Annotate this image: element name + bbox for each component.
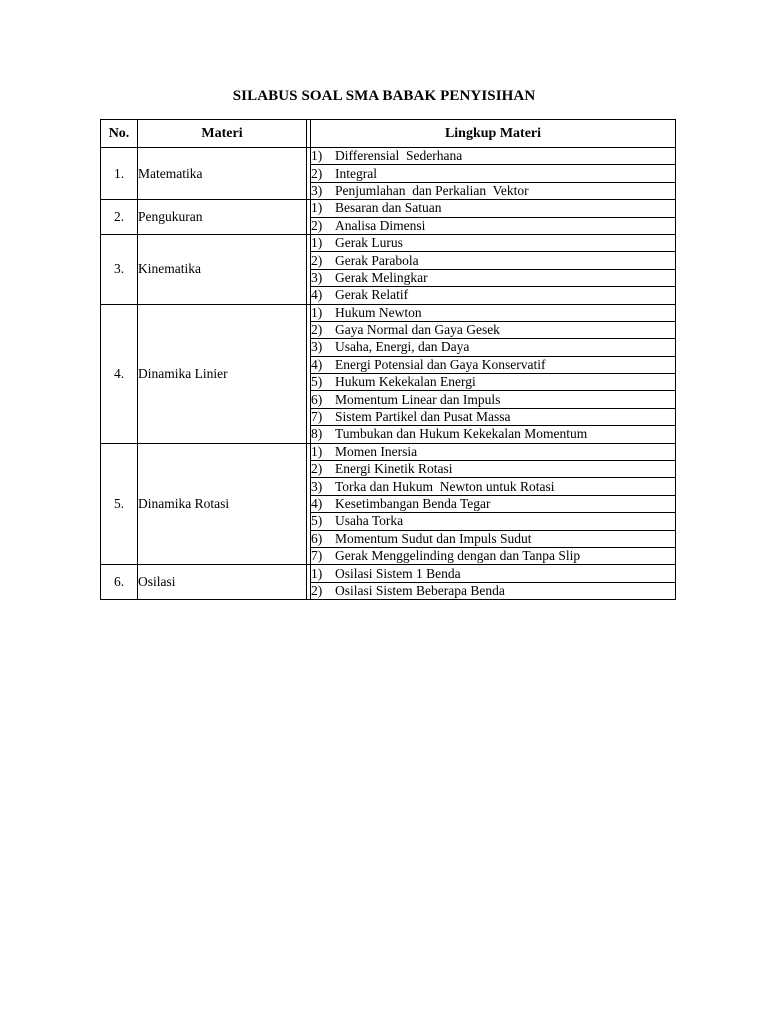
table-row bbox=[101, 234, 676, 251]
scope-item bbox=[311, 356, 676, 373]
scope-item-number: 5) bbox=[311, 513, 323, 529]
scope-item bbox=[311, 339, 676, 356]
scope-item bbox=[311, 321, 676, 338]
materi-cell: Pengukuran bbox=[138, 200, 307, 235]
scope-item-text: Gerak Menggelinding dengan dan Tanpa Slip bbox=[335, 548, 581, 564]
scope-item-number: 3) bbox=[311, 339, 323, 355]
scope-item-text: Tumbukan dan Hukum Kekekalan Momentum bbox=[335, 426, 588, 442]
scope-item-number: 2) bbox=[311, 582, 323, 598]
scope-item-text: Momentum Linear dan Impuls bbox=[335, 391, 501, 407]
table-row bbox=[101, 304, 676, 321]
scope-item-text: Energi Kinetik Rotasi bbox=[335, 461, 453, 477]
scope-item-text: Gerak Parabola bbox=[335, 252, 419, 268]
scope-item bbox=[311, 565, 676, 582]
scope-item-text: Hukum Newton bbox=[335, 304, 422, 320]
scope-item bbox=[311, 252, 676, 269]
scope-item-number: 5) bbox=[311, 374, 323, 390]
row-number: 3. bbox=[101, 234, 138, 304]
scope-item bbox=[311, 165, 676, 182]
scope-item-number: 3) bbox=[311, 182, 323, 198]
scope-item bbox=[311, 182, 676, 199]
scope-item-number: 2) bbox=[311, 217, 323, 233]
scope-item bbox=[311, 234, 676, 251]
scope-item-number: 4) bbox=[311, 287, 323, 303]
scope-item-text: Penjumlahan dan Perkalian Vektor bbox=[335, 182, 529, 198]
scope-item bbox=[311, 408, 676, 425]
scope-item-text: Gerak Melingkar bbox=[335, 269, 428, 285]
syllabus-table bbox=[100, 119, 676, 600]
scope-item-text: Gerak Relatif bbox=[335, 287, 409, 303]
scope-item-number: 1) bbox=[311, 235, 323, 251]
table-row bbox=[101, 565, 676, 582]
scope-item-number: 2) bbox=[311, 165, 323, 181]
materi-cell: Osilasi bbox=[138, 565, 307, 600]
scope-item-text: Usaha Torka bbox=[335, 513, 404, 529]
scope-item bbox=[311, 530, 676, 547]
row-number: 2. bbox=[101, 200, 138, 235]
scope-item-text: Osilasi Sistem 1 Benda bbox=[335, 565, 461, 581]
scope-item bbox=[311, 391, 676, 408]
scope-item bbox=[311, 582, 676, 599]
scope-item bbox=[311, 148, 676, 165]
scope-item-number: 2) bbox=[311, 461, 323, 477]
scope-item-text: Sistem Partikel dan Pusat Massa bbox=[335, 409, 511, 425]
header-no: No. bbox=[101, 120, 138, 148]
scope-item-number: 4) bbox=[311, 356, 323, 372]
scope-item-number: 7) bbox=[311, 409, 323, 425]
scope-item-number: 2) bbox=[311, 322, 323, 338]
scope-item-text: Integral bbox=[335, 165, 377, 181]
scope-item bbox=[311, 495, 676, 512]
scope-item-number: 3) bbox=[311, 269, 323, 285]
materi-cell: Dinamika Rotasi bbox=[138, 443, 307, 565]
scope-item bbox=[311, 217, 676, 234]
scope-item bbox=[311, 200, 676, 217]
scope-item-number: 8) bbox=[311, 426, 323, 442]
row-number: 6. bbox=[101, 565, 138, 600]
scope-item-text: Kesetimbangan Benda Tegar bbox=[335, 496, 491, 511]
scope-item bbox=[311, 478, 676, 495]
table-row bbox=[101, 200, 676, 217]
scope-item-number: 1) bbox=[311, 443, 323, 459]
scope-item bbox=[311, 426, 676, 443]
scope-item-text: Momentum Sudut dan Impuls Sudut bbox=[335, 530, 532, 546]
scope-item-number: 4) bbox=[311, 496, 323, 511]
scope-item-number: 1) bbox=[311, 148, 323, 164]
scope-item-number: 6) bbox=[311, 391, 323, 407]
scope-item-text: Torka dan Hukum Newton untuk Rotasi bbox=[335, 478, 555, 494]
scope-item-number: 1) bbox=[311, 565, 323, 581]
scope-item bbox=[311, 269, 676, 286]
scope-item bbox=[311, 513, 676, 530]
scope-item-text: Gerak Lurus bbox=[335, 235, 403, 251]
scope-item-text: Hukum Kekekalan Energi bbox=[335, 374, 476, 390]
scope-item-number: 1) bbox=[311, 200, 323, 216]
scope-item-text: Besaran dan Satuan bbox=[335, 200, 442, 216]
scope-item-number: 7) bbox=[311, 548, 323, 564]
table-row bbox=[101, 148, 676, 165]
table-row bbox=[101, 443, 676, 460]
scope-item bbox=[311, 287, 676, 304]
row-number: 1. bbox=[101, 148, 138, 200]
header-lingkup-materi: Lingkup Materi bbox=[311, 120, 676, 148]
scope-item-text: Momen Inersia bbox=[335, 443, 418, 459]
row-number: 5. bbox=[101, 443, 138, 565]
table-body bbox=[101, 148, 676, 600]
scope-item-text: Gaya Normal dan Gaya Gesek bbox=[335, 322, 500, 338]
materi-cell: Matematika bbox=[138, 148, 307, 200]
scope-item bbox=[311, 374, 676, 391]
materi-cell: Kinematika bbox=[138, 234, 307, 304]
scope-item-number: 3) bbox=[311, 478, 323, 494]
scope-item-number: 6) bbox=[311, 530, 323, 546]
scope-item-text: Usaha, Energi, dan Daya bbox=[335, 339, 470, 355]
scope-item bbox=[311, 443, 676, 460]
scope-item-text: Energi Potensial dan Gaya Konservatif bbox=[335, 356, 546, 372]
scope-item bbox=[311, 547, 676, 564]
table-header-row bbox=[101, 120, 676, 148]
materi-cell: Dinamika Linier bbox=[138, 304, 307, 443]
scope-item-text: Analisa Dimensi bbox=[335, 217, 426, 233]
scope-item-number: 1) bbox=[311, 304, 323, 320]
header-materi: Materi bbox=[138, 120, 307, 148]
page-title: SILABUS SOAL SMA BABAK PENYISIHAN bbox=[232, 88, 536, 104]
scope-item-text: Osilasi Sistem Beberapa Benda bbox=[335, 582, 505, 598]
scope-item bbox=[311, 304, 676, 321]
scope-item-text: Differensial Sederhana bbox=[335, 148, 463, 164]
row-number: 4. bbox=[101, 304, 138, 443]
scope-item bbox=[311, 461, 676, 478]
scope-item-number: 2) bbox=[311, 252, 323, 268]
